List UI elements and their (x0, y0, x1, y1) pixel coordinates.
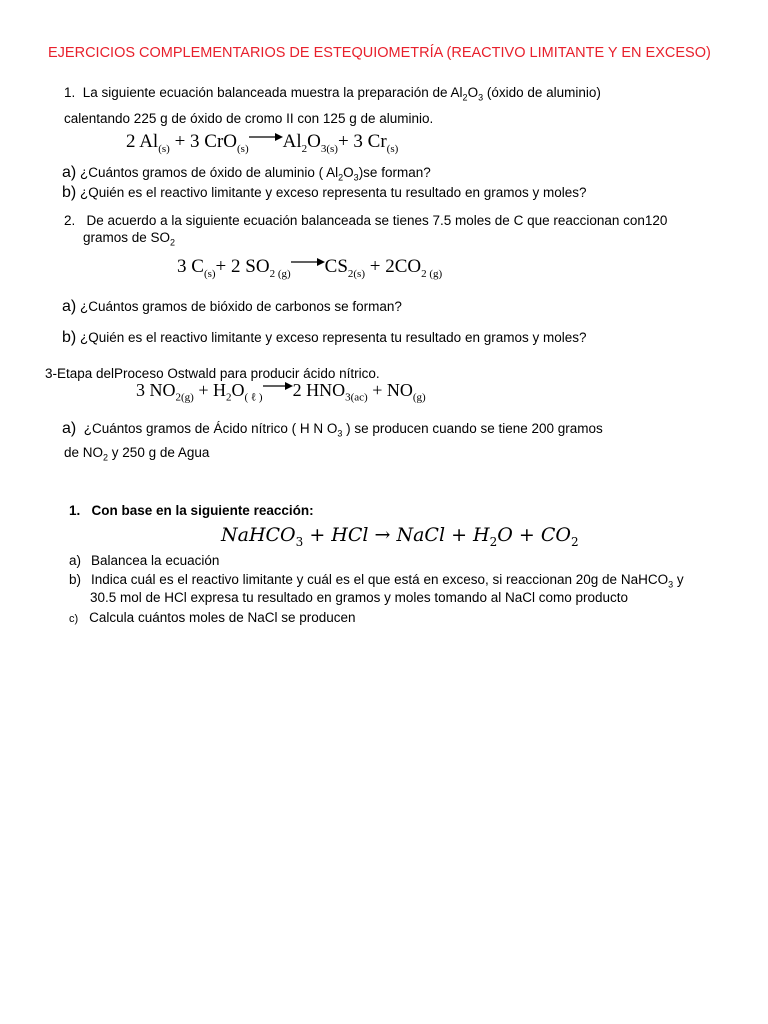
reaction-arrow-icon (249, 131, 283, 143)
question-text: ¿Quién es el reactivo limitante y exceso representa tu resultado en gramos y moles? (80, 330, 587, 345)
eq-term: + 2CO (365, 256, 422, 277)
eq-term: + 3 Cr (337, 131, 387, 152)
question-text: Balancea la ecuación (91, 553, 220, 568)
eq-term: O (307, 131, 321, 152)
ex2-question-a (62, 298, 402, 316)
ex2-line1 (64, 212, 667, 230)
ex3-line2 (64, 444, 209, 467)
question-text: ¿Cuántos gramos de bióxido de carbonos se forman? (80, 299, 402, 314)
ex3-question-a (62, 420, 603, 443)
eq-sub: 2 (301, 142, 308, 155)
reaction-arrow-icon (263, 380, 293, 392)
question-label: c) (69, 613, 79, 625)
question-text: ¿Cuántos gramos de óxido de aluminio ( Al (80, 165, 339, 180)
eq-sub: 3 (668, 579, 674, 590)
eq-term: + 2 SO (215, 256, 270, 277)
eq-sub: (s) (237, 142, 249, 155)
eq-sub: 2 (g) (421, 267, 443, 280)
eq-sub: (s) (158, 142, 170, 155)
ex1-line1 (64, 84, 601, 107)
eq-sub: 2 (g) (269, 267, 291, 280)
reaction-arrow-icon (291, 256, 325, 268)
ex2-equation (177, 256, 442, 280)
eq-sub: 3 (295, 534, 304, 549)
ex4-equation (221, 524, 579, 549)
question-text: ) se producen cuando se tiene 200 gramos (342, 421, 603, 436)
ex3-heading: 3-Etapa delProceso Ostwald para producir ácido nítrico. (45, 366, 380, 381)
question-text: de NO (64, 445, 104, 460)
eq-sub: 2 (570, 534, 579, 549)
question-label: a) (62, 420, 77, 437)
eq-term: + HCl → NaCl + H (303, 524, 490, 546)
question-text: ¿Cuántos gramos de Ácido nítrico ( H N O (83, 421, 338, 436)
ex2-text: gramos de SO (83, 230, 171, 245)
ex1-text-a: La siguiente ecuación balanceada muestra la preparación de Al (82, 85, 463, 100)
question-text: )se forman? (358, 165, 431, 180)
ex4-item-c (69, 609, 356, 628)
eq-term: O (231, 380, 245, 400)
eq-sub: (s) (203, 267, 216, 280)
eq-term: O + CO (497, 524, 571, 546)
ex1-sub: 2 (462, 92, 468, 103)
eq-term: 2 Al (126, 131, 159, 152)
eq-sub: 2(g) (175, 391, 194, 404)
eq-term: + NO (367, 380, 413, 400)
eq-term: 3 C (177, 256, 204, 277)
ex4-item-b-line2: 30.5 mol de HCl expresa tu resultado en gramos y moles tomando al NaCl como producto (90, 590, 629, 605)
page-title: EJERCICIOS COMPLEMENTARIOS DE ESTEQUIOMETRÍA (REACTIVO LIMITANTE Y EN EXCESO) (48, 45, 711, 61)
eq-term: Al (282, 131, 302, 152)
question-text: y 250 g de Agua (108, 445, 210, 460)
eq-term: + H (193, 380, 226, 400)
eq-term: + 3 CrO (169, 131, 237, 152)
eq-sub: 3(s) (320, 142, 338, 155)
ex1-sub: 3 (478, 92, 484, 103)
ex1-number: 1. (64, 85, 76, 100)
eq-sub: 2 (489, 534, 498, 549)
ex4-heading-text: Con base en la siguiente reacción: (91, 503, 314, 518)
eq-sub: 2 (338, 172, 344, 183)
ex4-item-a (69, 552, 219, 570)
eq-sub: 3(ac) (345, 391, 368, 404)
ex1-question-b (62, 184, 587, 202)
eq-sub: 3 (337, 428, 343, 439)
ex4-heading (69, 502, 314, 520)
question-label: a) (62, 298, 77, 315)
eq-term: CS (324, 256, 348, 277)
ex1-text-b: O (467, 85, 479, 100)
question-label: a) (62, 164, 77, 181)
question-text: O (343, 165, 354, 180)
ex1-equation (126, 131, 398, 155)
ex2-question-b (62, 329, 587, 347)
question-text: ¿Quién es el reactivo limitante y exceso representa tu resultado en gramos y moles? (80, 185, 587, 200)
eq-sub: 2 (103, 452, 109, 463)
ex2-number: 2. (64, 213, 76, 228)
eq-sub: 2 (170, 237, 176, 248)
eq-term: 2 HNO (292, 380, 346, 400)
question-text: Calcula cuántos moles de NaCl se producen (89, 610, 356, 625)
question-label: a) (69, 553, 82, 568)
ex2-text: De acuerdo a la siguiente ecuación balanceada se tienes 7.5 moles de C que reaccionan con120 (86, 213, 668, 228)
ex2-line2 (83, 229, 175, 252)
eq-sub: (g) (412, 391, 426, 404)
question-label: b) (62, 184, 77, 201)
eq-sub: 3 (353, 172, 359, 183)
question-label: b) (69, 572, 82, 587)
ex1-line2: calentando 225 g de óxido de cromo II con 125 g de aluminio. (64, 111, 434, 126)
eq-term: 3 NO (136, 380, 176, 400)
ex1-text-c: (óxido de aluminio) (483, 85, 601, 100)
eq-sub: 2(s) (347, 267, 365, 280)
question-text: Indica cuál es el reactivo limitante y cuál es el que está en exceso, si reaccionan 20g de NaHCO (91, 572, 669, 587)
eq-term: NaHCO (221, 524, 296, 546)
eq-sub: 2 (225, 391, 232, 404)
eq-sub: (s) (386, 142, 399, 155)
eq-sub: ( ℓ ) (244, 391, 263, 404)
question-label: b) (62, 329, 77, 346)
question-text: y (673, 572, 684, 587)
ex4-number: 1. (69, 503, 81, 518)
ex3-equation (136, 380, 426, 404)
